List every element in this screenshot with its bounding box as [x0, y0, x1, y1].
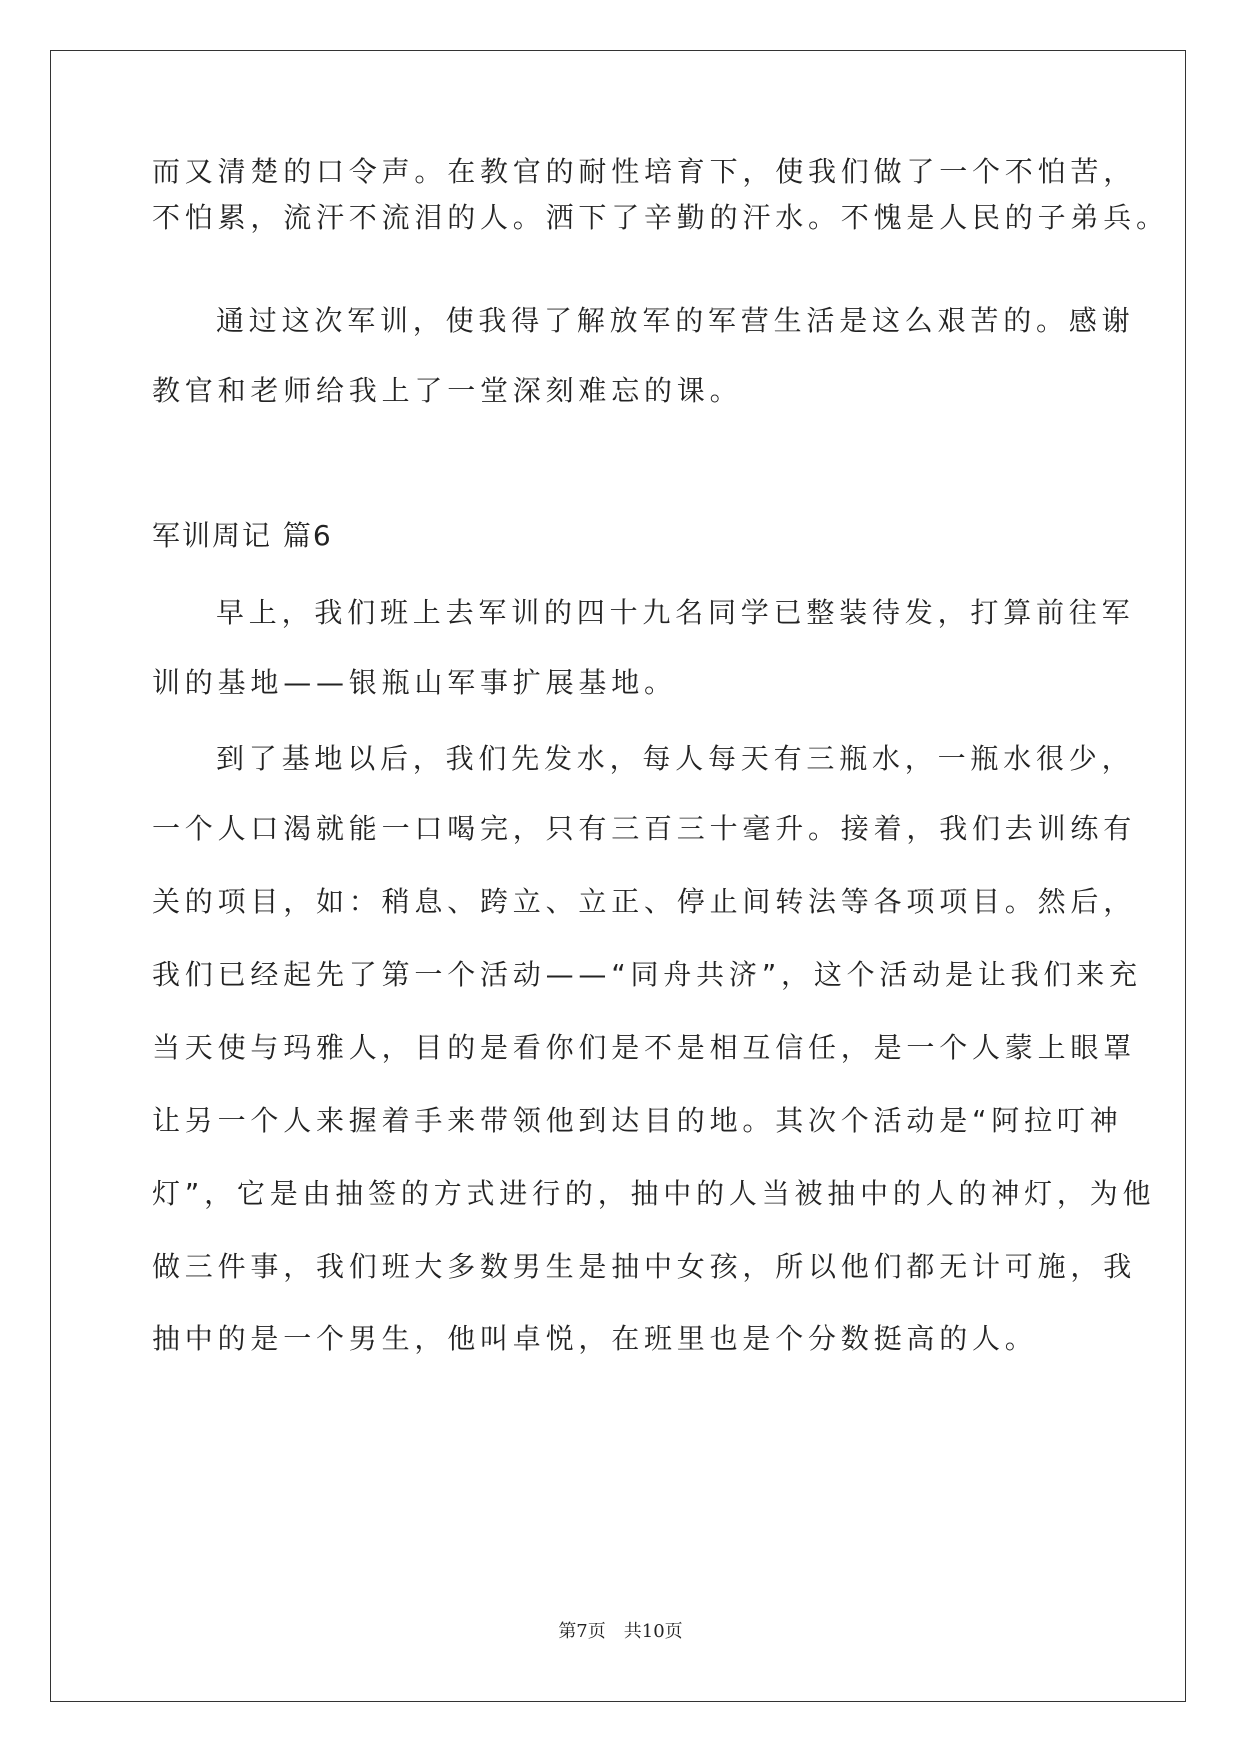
- text-line: 不怕累，流汗不流泪的人。洒下了辛勤的汗水。不愧是人民的子弟兵。: [152, 201, 1169, 234]
- text-line: 通过这次军训，使我得了解放军的军营生活是这么艰苦的。感谢: [216, 304, 1135, 337]
- page-number-footer: 第7页 共10页: [558, 1621, 683, 1642]
- text-line: 灯”，它是由抽签的方式进行的，抽中的人当被抽中的人的神灯，为他: [152, 1177, 1156, 1210]
- text-line: 教官和老师给我上了一堂深刻难忘的课。: [152, 374, 743, 407]
- text-line: 早上，我们班上去军训的四十九名同学已整装待发，打算前往军: [216, 596, 1135, 629]
- text-line: 关的项目，如：稍息、跨立、立正、停止间转法等各项项目。然后，: [152, 885, 1137, 918]
- text-line: 而又清楚的口令声。在教官的耐性培育下，使我们做了一个不怕苦，: [152, 155, 1137, 188]
- text-line: 训的基地——银瓶山军事扩展基地。: [152, 666, 677, 699]
- text-line: 我们已经起先了第一个活动——“同舟共济”，这个活动是让我们来充: [152, 958, 1142, 991]
- section-heading: 军训周记 篇6: [152, 519, 333, 552]
- text-line: 一个人口渴就能一口喝完，只有三百三十毫升。接着，我们去训练有: [152, 812, 1137, 845]
- text-line: 做三件事，我们班大多数男生是抽中女孩，所以他们都无计可施，我: [152, 1250, 1137, 1283]
- text-line: 让另一个人来握着手来带领他到达目的地。其次个活动是“阿拉叮神: [152, 1104, 1123, 1137]
- text-line: 当天使与玛雅人，目的是看你们是不是相互信任，是一个人蒙上眼罩: [152, 1031, 1137, 1064]
- text-line: 到了基地以后，我们先发水，每人每天有三瓶水，一瓶水很少，: [216, 742, 1135, 775]
- page-border: [50, 50, 1186, 1702]
- text-line: 抽中的是一个男生，他叫卓悦，在班里也是个分数挺高的人。: [152, 1322, 1038, 1355]
